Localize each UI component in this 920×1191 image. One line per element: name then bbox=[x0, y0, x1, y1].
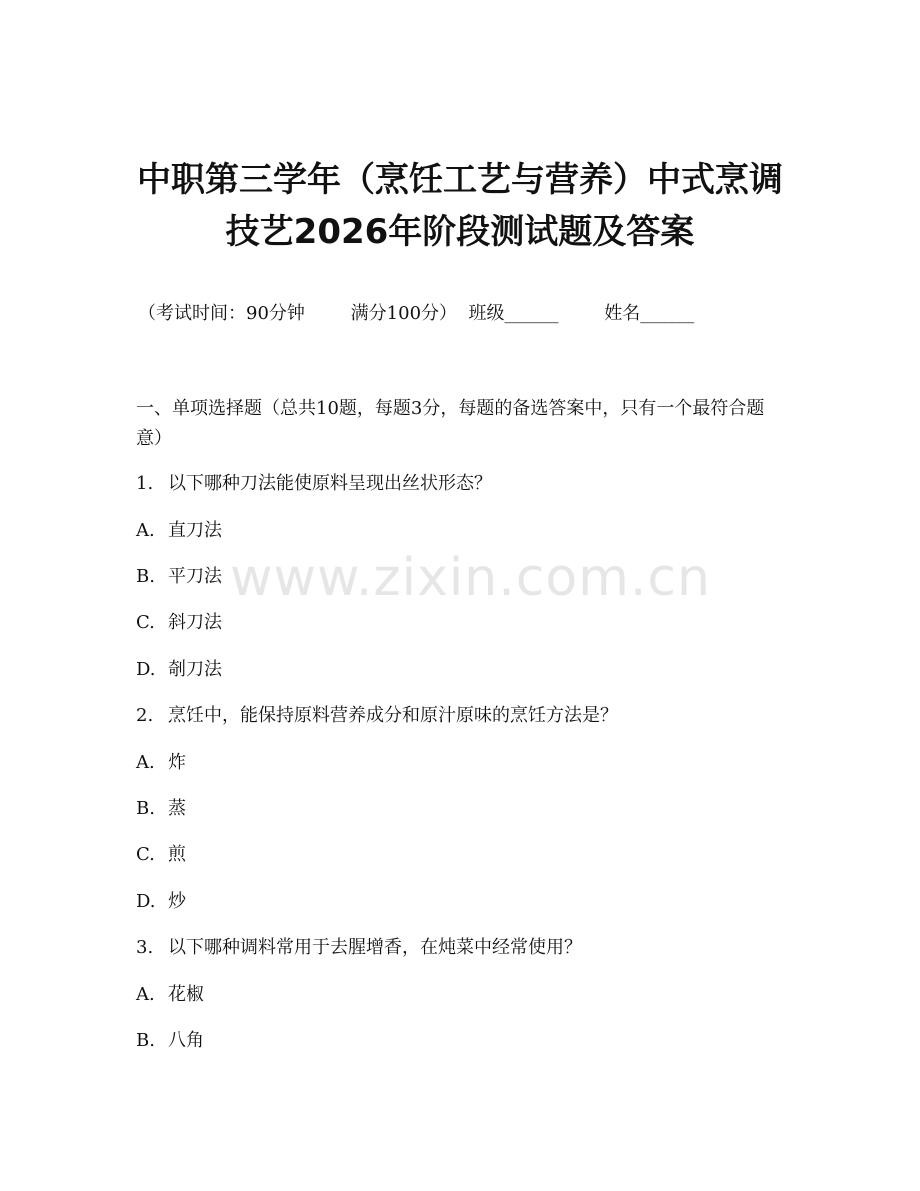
exam-info-line bbox=[138, 300, 880, 328]
question-number: 3. bbox=[136, 937, 154, 958]
option-2b bbox=[136, 795, 186, 823]
option-text: 直刀法 bbox=[168, 520, 222, 541]
option-label: C. bbox=[136, 612, 155, 633]
question-1 bbox=[136, 470, 492, 498]
option-label: A. bbox=[136, 752, 155, 773]
title-line-2: 技艺2026年阶段测试题及答案 bbox=[225, 212, 695, 252]
question-2 bbox=[136, 702, 618, 730]
option-label: B. bbox=[136, 1030, 155, 1051]
question-3 bbox=[136, 934, 582, 962]
option-label: B. bbox=[136, 566, 155, 587]
exam-meta: （考试时间：90分钟 满分100分） bbox=[138, 303, 458, 324]
question-number: 2. bbox=[136, 705, 154, 726]
option-2d bbox=[136, 888, 186, 916]
option-1a bbox=[136, 517, 222, 545]
question-text: 烹饪中，能保持原料营养成分和原汁原味的烹饪方法是？ bbox=[168, 705, 618, 726]
question-text: 以下哪种刀法能使原料呈现出丝状形态？ bbox=[168, 473, 492, 494]
option-label: A. bbox=[136, 984, 155, 1005]
option-2c bbox=[136, 841, 186, 869]
option-text: 蒸 bbox=[168, 798, 186, 819]
option-3b bbox=[136, 1027, 204, 1055]
title-line-1: 中职第三学年（烹饪工艺与营养）中式烹调 bbox=[137, 160, 783, 200]
document-title bbox=[0, 154, 920, 258]
option-label: D. bbox=[136, 891, 156, 912]
option-text: 斜刀法 bbox=[168, 612, 222, 633]
class-field: 班级______ bbox=[468, 303, 559, 324]
option-label: A. bbox=[136, 520, 155, 541]
option-1b bbox=[136, 563, 222, 591]
option-1d bbox=[136, 656, 222, 684]
question-number: 1. bbox=[136, 473, 154, 494]
option-text: 炒 bbox=[168, 891, 186, 912]
option-label: B. bbox=[136, 798, 155, 819]
name-field: 姓名______ bbox=[604, 303, 695, 324]
option-label: C. bbox=[136, 844, 155, 865]
option-3a bbox=[136, 981, 204, 1009]
option-text: 八角 bbox=[168, 1030, 204, 1051]
option-text: 炸 bbox=[168, 752, 186, 773]
option-text: 剞刀法 bbox=[168, 659, 222, 680]
question-text: 以下哪种调料常用于去腥增香，在炖菜中经常使用？ bbox=[168, 937, 582, 958]
option-2a bbox=[136, 749, 186, 777]
option-label: D. bbox=[136, 659, 156, 680]
option-text: 花椒 bbox=[168, 984, 204, 1005]
option-text: 平刀法 bbox=[168, 566, 222, 587]
option-1c bbox=[136, 609, 222, 637]
watermark: www.zixin.com.cn bbox=[230, 548, 711, 608]
section-heading: 一、单项选择题（总共10题，每题3分，每题的备选答案中，只有一个最符合题意） bbox=[136, 398, 765, 449]
option-text: 煎 bbox=[168, 844, 186, 865]
